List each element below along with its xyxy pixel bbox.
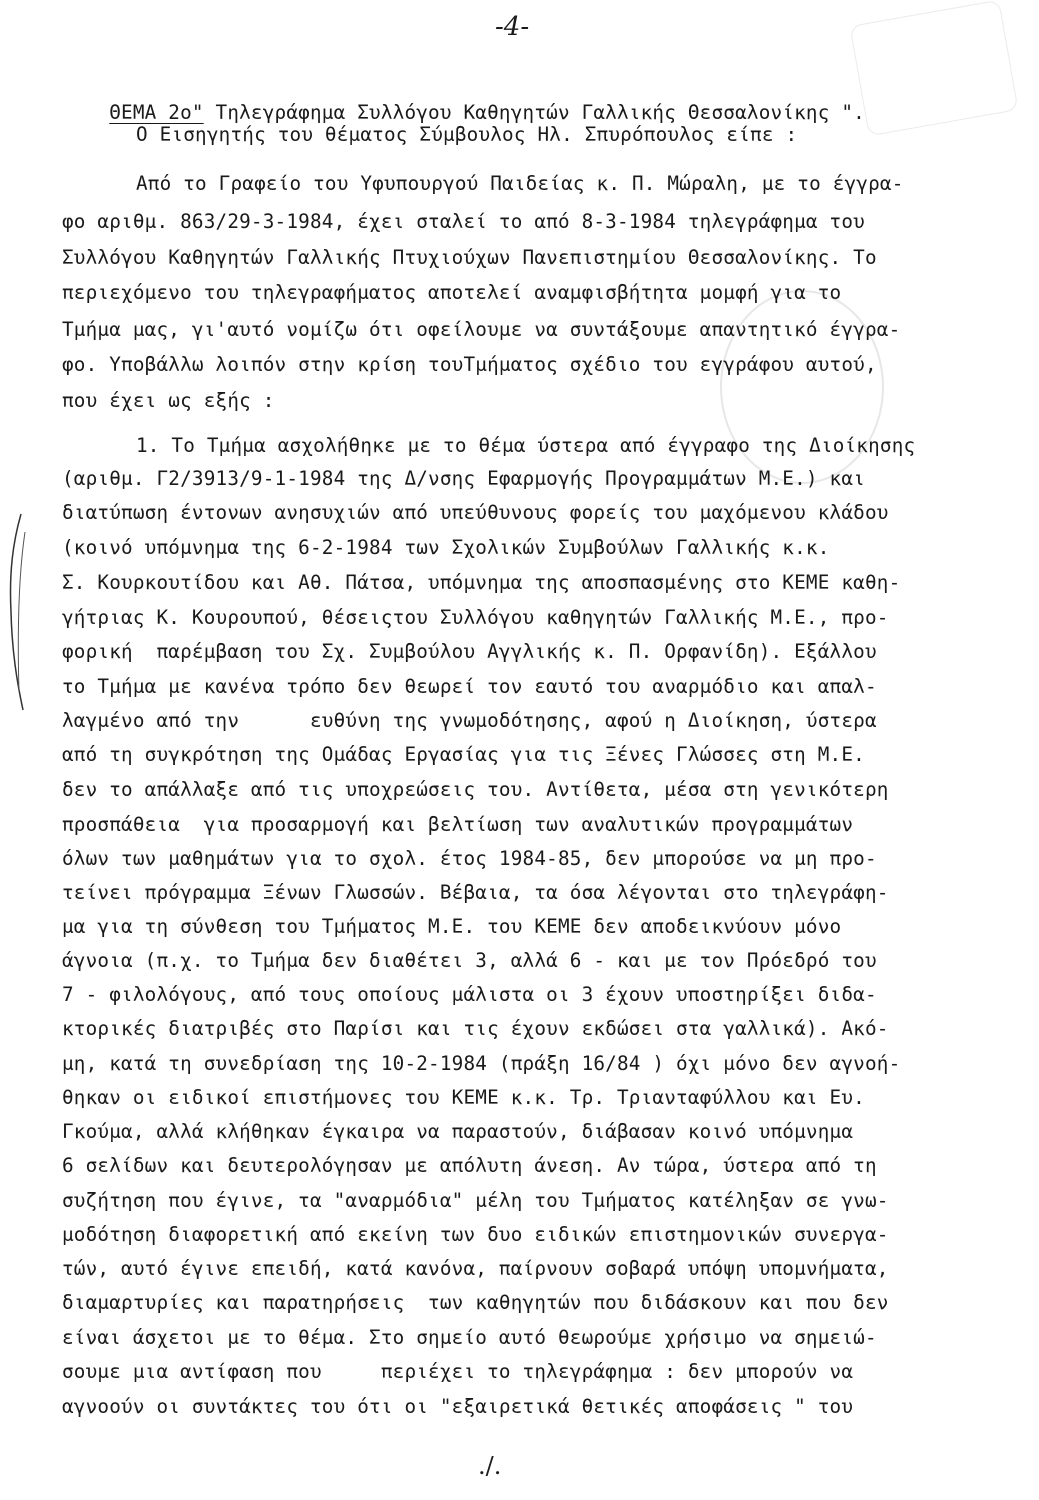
text-line: (κοινό υπόμνημα της 6-2-1984 των Σχολικών Συμβούλων Γαλλικής κ.κ.	[62, 536, 830, 559]
title-text: Τηλεγράφημα Συλλόγου Καθηγητών Γαλλικής Θεσσαλονίκης ".	[203, 101, 865, 124]
text-line: σουμε μια αντίφαση που περιέχει το τηλεγράφημα : δεν μπορούν να	[62, 1360, 854, 1383]
text-line: μοδότηση διαφορετική από εκείνη των δυο ειδικών επιστημονικών συνεργα-	[62, 1223, 889, 1246]
text-line: μα για τη σύνθεση του Τμήματος Μ.Ε. του ΚΕΜΕ δεν αποδεικνύουν μόνο	[62, 915, 842, 938]
text-line: Τμήμα μας, γι'αυτό νομίζω ότι οφείλουμε να συντάξουμε απαντητικό έγγρα-	[62, 318, 901, 341]
text-line: διαμαρτυρίες και παρατηρήσεις των καθηγητών που διδάσκουν και που δεν	[62, 1291, 889, 1314]
text-line: όλων των μαθημάτων για το σχολ. έτος 1984-85, δεν μπορούσε να μη προ-	[62, 847, 877, 870]
text-line: φο. Υποβάλλω λοιπόν στην κρίση τουΤμήματος σχέδιο του εγγράφου αυτού,	[62, 353, 877, 376]
text-line: Από το Γραφείο του Υφυπουργού Παιδείας κ. Π. Μώραλη, με το έγγρα-	[136, 172, 904, 195]
continuation-mark: ./.	[478, 1452, 502, 1480]
text-line: το Τμήμα με κανένα τρόπο δεν θεωρεί τον εαυτό του αναρμόδιο και απαλ-	[62, 675, 877, 698]
page-number: -4-	[495, 12, 530, 42]
text-line: Συλλόγου Καθηγητών Γαλλικής Πτυχιούχων Πανεπιστημίου Θεσσαλονίκης. Το	[62, 246, 877, 269]
text-line: είναι άσχετοι με το θέμα. Στο σημείο αυτό θεωρούμε χρήσιμο να σημειώ-	[62, 1326, 877, 1349]
text-line: 6 σελίδων και δευτερολόγησαν με απόλυτη άνεση. Αν τώρα, ύστερα από τη	[62, 1154, 877, 1177]
text-line: περιεχόμενο του τηλεγραφήματος αποτελεί αναμφισβήτητα μομφή για το	[62, 281, 842, 304]
text-line: λαγμένο από την ευθύνη της γνωμοδότησης, αφού η Διοίκηση, ύστερα	[62, 709, 877, 732]
text-line: αγνοούν οι συντάκτες του ότι οι "εξαιρετικά θετικές αποφάσεις " του	[62, 1395, 854, 1418]
text-line: Σ. Κουρκουτίδου και Αθ. Πάτσα, υπόμνημα της αποσπασμένης στο ΚΕΜΕ καθη-	[62, 571, 901, 594]
title-tag: ΘΕΜΑ 2ο"	[109, 101, 204, 124]
text-line: συζήτηση που έγινε, τα "αναρμόδια" μέλη του Τμήματος κατέληξαν σε γνω-	[62, 1189, 889, 1212]
text-line: γήτριας Κ. Κουρουπού, θέσειςτου Συλλόγου καθηγητών Γαλλικής Μ.Ε., προ-	[62, 606, 889, 629]
text-line: δεν το απάλλαξε από τις υποχρεώσεις του. Αντίθετα, μέσα στη γενικότερη	[62, 778, 889, 801]
text-line: μη, κατά τη συνεδρίαση της 10-2-1984 (πράξη 16/84 ) όχι μόνο δεν αγνοή-	[62, 1052, 901, 1075]
text-line: (αριθμ. Γ2/3913/9-1-1984 της Δ/νσης Εφαρμογής Προγραμμάτων Μ.Ε.) και	[62, 467, 865, 490]
text-line: φο αριθμ. 863/29-3-1984, έχει σταλεί το από 8-3-1984 τηλεγράφημα του	[62, 210, 865, 233]
text-line: θηκαν οι ειδικοί επιστήμονες του ΚΕΜΕ κ.κ. Τρ. Τριανταφύλλου και Ευ.	[62, 1086, 865, 1109]
text-line: προσπάθεια για προσαρμογή και βελτίωση των αναλυτικών προγραμμάτων	[62, 813, 854, 836]
margin-pencil-mark	[3, 512, 33, 712]
text-line: Γκούμα, αλλά κλήθηκαν έγκαιρα να παραστούν, διάβασαν κοινό υπόμνημα	[62, 1120, 854, 1143]
text-line: τών, αυτό έγινε επειδή, κατά κανόνα, παίρνουν σοβαρά υπόψη υπομνήματα,	[62, 1257, 889, 1280]
text-line: κτορικές διατριβές στο Παρίσι και τις έχουν εκδώσει στα γαλλικά). Ακό-	[62, 1017, 889, 1040]
text-line: Ο Εισηγητής του θέματος Σύμβουλος Ηλ. Σπυρόπουλος είπε :	[136, 123, 798, 146]
text-line: 7 - φιλολόγους, από τους οποίους μάλιστα οι 3 έχουν υποστηρίξει διδα-	[62, 983, 877, 1006]
text-line: που έχει ως εξής :	[62, 389, 275, 412]
text-line: διατύπωση έντονων ανησυχιών από υπεύθυνους φορείς του μαχόμενου κλάδου	[62, 501, 889, 524]
text-line: τείνει πρόγραμμα Ξένων Γλωσσών. Βέβαια, τα όσα λέγονται στο τηλεγράφη-	[62, 881, 889, 904]
text-line: από τη συγκρότηση της Ομάδας Εργασίας για τις Ξένες Γλώσσες στη Μ.Ε.	[62, 743, 865, 766]
text-line: 1. Το Τμήμα ασχολήθηκε με το θέμα ύστερα από έγγραφο της Διοίκησης	[136, 434, 916, 457]
faded-stamp	[849, 0, 1018, 136]
text-line: φορική παρέμβαση του Σχ. Συμβούλου Αγγλικής κ. Π. Ορφανίδη). Εξάλλου	[62, 640, 877, 663]
text-line: άγνοια (π.χ. το Τμήμα δεν διαθέτει 3, αλλά 6 - και με τον Πρόεδρό του	[62, 949, 877, 972]
